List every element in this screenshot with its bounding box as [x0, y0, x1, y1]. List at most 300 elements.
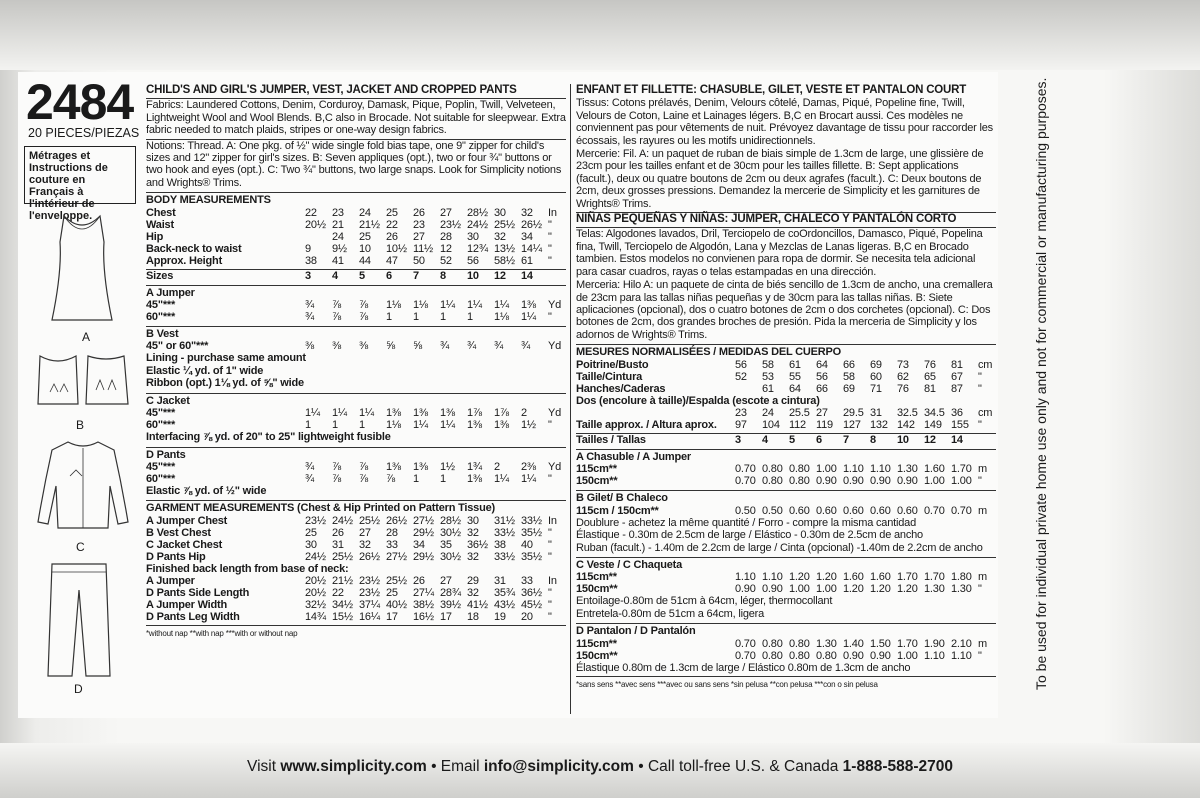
table-cell: 1.20	[789, 571, 810, 584]
table-cell: 2.10	[951, 637, 972, 650]
email-link[interactable]: info@simplicity.com	[483, 758, 634, 775]
phone-number[interactable]: 1-888-588-2700	[842, 758, 953, 775]
table-cell: 76	[924, 358, 936, 371]
unit-cell: "	[978, 649, 982, 662]
table-cell: 23½	[359, 587, 380, 600]
table-cell: 0.90	[735, 583, 756, 596]
table-cell: 35½	[521, 550, 542, 563]
table-cell: 1.60	[843, 571, 864, 584]
table-cell: 1.80	[951, 571, 972, 584]
table-cell: 29½	[413, 526, 434, 539]
unit-cell: "	[548, 230, 552, 243]
table-cell: 7	[843, 433, 849, 446]
unit-cell: "	[548, 254, 552, 267]
unit-cell: "	[548, 599, 552, 612]
table-cell: 31½	[494, 514, 515, 527]
unit-cell	[548, 270, 566, 282]
table-cell: 58	[843, 370, 855, 383]
table-cell: 8	[870, 433, 876, 446]
table-cell: 2⅜	[521, 460, 536, 473]
table-row	[146, 551, 566, 563]
row-label: Waist	[146, 218, 174, 231]
veste-yardage-title: C Veste / C Chaqueta	[576, 557, 996, 571]
table-cell: 12¾	[467, 242, 488, 255]
table-cell: ¾	[521, 340, 530, 353]
table-row	[146, 599, 566, 611]
table-cell: 14¾	[305, 611, 326, 624]
table-cell: 26	[332, 526, 344, 539]
table-row	[576, 463, 996, 475]
unit-cell: "	[548, 526, 552, 539]
table-cell: 132	[870, 418, 888, 431]
figure-label-a: A	[82, 330, 91, 344]
jacket-illustration	[34, 436, 132, 532]
usage-disclaimer: To be used for individual private home use only and not for commercial or manufacturing purposes.	[1033, 77, 1049, 690]
table-cell: 20½	[305, 587, 326, 600]
table-cell: 1¼	[305, 407, 320, 420]
table-cell: 1⅛	[494, 311, 509, 324]
table-cell: 61	[762, 382, 774, 395]
jumper-illustration	[42, 212, 122, 324]
table-cell: 24½	[332, 514, 353, 527]
table-cell: 26	[386, 230, 398, 243]
note-line: Elastic ⅞ yd. of ½" wide	[146, 484, 267, 497]
table-cell: 76	[897, 382, 909, 395]
table-cell: 27	[440, 575, 452, 588]
french-title: ENFANT ET FILLETTE: CHASUBLE, GILET, VESTE ET PANTALON COURT	[576, 84, 967, 96]
table-cell: 31	[494, 575, 506, 588]
table-cell: 64	[816, 358, 828, 371]
veste-yardage-table	[576, 571, 996, 595]
table-cell: 9½	[332, 242, 347, 255]
paper-shading-top	[0, 0, 1200, 70]
table-cell: 29	[467, 575, 479, 588]
table-cell: 1.60	[924, 463, 945, 476]
table-cell: 1.00	[816, 583, 837, 596]
row-label: 45"***	[146, 407, 176, 420]
table-cell: 3	[735, 433, 741, 446]
unit-cell: Yd	[548, 340, 562, 353]
figure-label-c: C	[76, 540, 85, 554]
unit-cell: "	[978, 475, 982, 488]
row-label: 60"***	[146, 419, 176, 432]
row-label: 45"***	[146, 460, 176, 473]
table-row	[146, 299, 566, 311]
table-cell: 14	[521, 269, 533, 282]
row-label: Taille approx. / Altura aprox.	[576, 418, 717, 431]
table-cell: 0.60	[897, 504, 918, 517]
table-cell: 1.30	[951, 583, 972, 596]
table-cell: 24	[762, 406, 774, 419]
table-cell: 21½	[359, 218, 380, 231]
table-cell: 58	[762, 358, 774, 371]
table-cell: 26½	[359, 550, 380, 563]
table-cell: 47	[386, 254, 398, 267]
table-cell: 24½	[467, 218, 488, 231]
table-cell: 26½	[386, 514, 407, 527]
table-cell: 29.5	[843, 406, 864, 419]
garment-measurements-table	[146, 515, 566, 563]
table-cell: 24	[332, 230, 344, 243]
unit-cell: cm	[978, 406, 993, 419]
table-cell: 0.60	[789, 504, 810, 517]
table-cell: ⅞	[332, 460, 341, 473]
pantalon-notes	[576, 662, 996, 674]
unit-cell: In	[548, 514, 557, 527]
table-cell: 127	[843, 418, 861, 431]
table-cell: 10	[467, 269, 479, 282]
column-divider	[570, 84, 571, 714]
veste-notes	[576, 595, 996, 620]
table-cell: 1¼	[467, 299, 482, 312]
table-cell: 12	[440, 242, 452, 255]
table-cell: ⅞	[332, 311, 341, 324]
pattern-number: 2484	[26, 74, 134, 130]
table-cell: 73	[897, 358, 909, 371]
pants-notes	[146, 485, 566, 497]
table-cell: 26½	[521, 218, 542, 231]
row-label: 115cm**	[576, 637, 617, 650]
table-cell: 0.70	[735, 463, 756, 476]
table-cell: 27½	[386, 550, 407, 563]
table-cell: 33	[386, 538, 398, 551]
jacket-yardage-table	[146, 407, 566, 431]
table-cell: 28	[386, 526, 398, 539]
note-line: Lining - purchase same amount	[146, 352, 306, 365]
jacket-yardage-title: C Jacket	[146, 393, 566, 407]
table-cell: 17	[440, 611, 452, 624]
english-footnote: *without nap **with nap ***with or without nap	[146, 629, 298, 639]
table-cell: 1⅜	[413, 460, 428, 473]
finished-length-title: Finished back length from base of neck:	[146, 562, 349, 575]
table-cell: 19	[494, 611, 506, 624]
divider	[576, 676, 996, 677]
table-cell: 36½	[467, 538, 488, 551]
website-link[interactable]: www.simplicity.com	[280, 758, 427, 775]
table-cell: 0.80	[762, 649, 783, 662]
unit-cell: Yd	[548, 407, 562, 420]
table-cell: 119	[816, 418, 833, 431]
table-cell: 1.30	[816, 637, 837, 650]
table-cell: 12	[494, 269, 506, 282]
table-cell: 43½	[494, 599, 515, 612]
table-cell: 0.80	[789, 649, 810, 662]
footer-contact	[0, 758, 1200, 776]
row-label: D Pants Hip	[146, 550, 206, 563]
table-cell: 32	[467, 526, 479, 539]
table-cell: 1⅛	[386, 299, 401, 312]
table-cell: 81	[951, 358, 963, 371]
unit-cell: "	[548, 538, 552, 551]
merceria-text: Merceria: Hilo A: un paquete de cinta de biés sencillo de 1.3cm de ancho, una cremallera de 23cm para las tallas niñas pequeñas y de 30cm para las tallas niñas. B: Siete aplicaciones (opcional), dos o cuatro botones de 2cm o dos corchetes (opcional). C: Dos botones de 2cm, dos grandes broches de presión. Pida la merceria de Simplicity y los adornos de Wrights® Trims.	[576, 279, 993, 341]
table-cell: 36	[951, 406, 963, 419]
jacket-notes	[146, 431, 566, 443]
table-cell: 14¼	[521, 242, 542, 255]
table-cell: 1.10	[843, 463, 864, 476]
table-cell: 5	[789, 433, 795, 446]
chasuble-yardage-title: A Chasuble / A Jumper	[576, 449, 996, 463]
table-cell: ⅜	[359, 340, 368, 353]
table-cell: 1.30	[924, 583, 945, 596]
dos-table	[576, 407, 996, 419]
table-cell: 0.80	[789, 637, 810, 650]
table-cell: 1⅜	[467, 419, 482, 432]
table-cell: 1¼	[494, 299, 509, 312]
pants-yardage-table	[146, 461, 566, 485]
table-cell: 27	[816, 406, 828, 419]
table-cell: 1.90	[924, 637, 945, 650]
table-cell: 28	[440, 230, 452, 243]
table-cell: 41½	[467, 599, 488, 612]
row-label: A Jumper Chest	[146, 514, 228, 527]
unit-cell: Yd	[548, 299, 562, 312]
table-cell: 1¼	[440, 299, 455, 312]
table-cell: ⅞	[359, 460, 368, 473]
row-label: Hip	[146, 230, 164, 243]
row-label: 115cm / 150cm**	[576, 504, 659, 517]
table-cell: 26	[413, 575, 425, 588]
table-cell: 20½	[305, 218, 326, 231]
table-cell: 0.70	[735, 649, 756, 662]
row-label: B Vest Chest	[146, 526, 211, 539]
table-cell: 41	[332, 254, 344, 267]
table-cell: 8	[440, 269, 446, 282]
row-label: Approx. Height	[146, 254, 223, 267]
table-cell: 44	[359, 254, 371, 267]
table-cell: 1.70	[924, 571, 945, 584]
gilet-yardage-title: B Gilet/ B Chaleco	[576, 490, 996, 504]
table-cell: 6	[386, 269, 392, 282]
table-cell: 142	[897, 418, 915, 431]
table-cell: 149	[924, 418, 942, 431]
table-cell: 2	[521, 407, 527, 420]
table-cell: 1¼	[494, 472, 509, 485]
figure-label-d: D	[74, 682, 83, 696]
table-cell: 1.10	[735, 571, 756, 584]
table-cell: 1⅜	[494, 419, 509, 432]
table-cell: 3	[305, 269, 311, 282]
table-cell: 21	[332, 218, 344, 231]
unit-cell: Yd	[548, 460, 562, 473]
telas-text: Telas: Algodones lavados, Dril, Terciopelo de coOrdoncillos, Damasco, Piqué, Popelina fina, Twill, Terciopelo de Algodón, Lana y Mezclas de Lanas ligeras. B,C en Brocado tambien. Estos modelos no convienen para ropa de dormir. Se necesita tela adicional para casar cuadros, rayas o telas estampadas en una dirección.	[576, 228, 983, 278]
row-label: Tailles / Tallas	[576, 433, 646, 446]
table-cell: 30	[494, 206, 506, 219]
table-cell: 64	[789, 382, 801, 395]
table-row	[146, 219, 566, 231]
table-cell: 1⅜	[467, 472, 482, 485]
table-cell: ⅝	[386, 340, 395, 353]
body-measurements-title: BODY MEASUREMENTS	[146, 192, 566, 206]
unit-cell: "	[978, 370, 982, 383]
table-cell: 56	[816, 370, 828, 383]
notions-text: Notions: Thread. A: One pkg. of ½" wide single fold bias tape, one 9" zipper for child's sizes and 12" zipper for girl's sizes. B: Seven appliques (opt.), two or four ¾" buttons or two hook and eyes (opt.). C: Two ¾" buttons, two large snaps. Look for Simplicity notions and Wrights® Trims.	[146, 139, 562, 189]
table-cell: 22	[386, 218, 398, 231]
table-cell: 56	[735, 358, 747, 371]
table-cell: 32	[467, 550, 479, 563]
table-cell: 33½	[494, 550, 515, 563]
table-cell: 32	[359, 538, 371, 551]
row-label: Sizes	[146, 269, 174, 282]
table-row	[146, 527, 566, 539]
note-line: Ribbon (opt.) 1⅛ yd. of ⅝" wide	[146, 377, 304, 390]
table-cell: 4	[762, 433, 768, 446]
table-cell: 18	[467, 611, 479, 624]
table-row	[146, 539, 566, 551]
pantalon-yardage-table	[576, 638, 996, 662]
row-label: 150cm**	[576, 649, 618, 662]
metric-footnote: *sans sens **avec sens ***avec ou sans sens *sin pelusa **con pelusa ***con o sin pelusa	[576, 680, 878, 689]
unit-cell: "	[548, 242, 552, 255]
table-cell: 1.70	[951, 463, 972, 476]
table-row	[146, 611, 566, 623]
table-row	[576, 650, 996, 662]
table-cell: ¾	[305, 460, 314, 473]
table-cell: 0.60	[870, 504, 891, 517]
table-cell: 0.60	[816, 504, 837, 517]
dos-label: Dos (encolure à taille)/Espalda (escote a cintura)	[576, 394, 820, 407]
table-cell: 0.80	[762, 637, 783, 650]
table-row	[576, 505, 996, 517]
french-spanish-column	[576, 84, 996, 691]
note-line: Élastique 0.80m de 1.3cm de large / Elástico 0.80m de 1.3cm de ancho	[576, 661, 911, 674]
table-cell: 53	[762, 370, 774, 383]
table-cell: 87	[951, 382, 963, 395]
row-label	[576, 407, 735, 419]
table-cell: ⅞	[332, 299, 341, 312]
table-cell: 1¼	[413, 419, 428, 432]
note-line: Ruban (facult.) - 1.40m de 2.2cm de large / Cinta (opcional) -1.40m de 2.2cm de ancho	[576, 541, 983, 554]
row-label: D Pants Leg Width	[146, 611, 240, 624]
table-cell: 0.90	[870, 649, 891, 662]
footer-email-text: • Email	[426, 758, 484, 775]
row-label: 45"***	[146, 299, 176, 312]
table-cell: 0.90	[762, 583, 783, 596]
table-cell: ¾	[305, 472, 314, 485]
table-cell: ⅝	[413, 340, 422, 353]
table-cell: 1.00	[897, 649, 918, 662]
table-cell: 1¼	[359, 407, 374, 420]
unit-cell: m	[978, 504, 987, 517]
table-cell: 25½	[494, 218, 515, 231]
table-cell: ⅜	[305, 340, 314, 353]
height-table	[576, 419, 996, 431]
table-row	[146, 407, 566, 419]
table-cell: 1	[359, 419, 365, 432]
table-cell: ¾	[305, 299, 314, 312]
height-row	[576, 419, 996, 431]
table-cell: 0.60	[843, 504, 864, 517]
table-cell: 45½	[521, 599, 542, 612]
metric-sizes-table	[576, 434, 996, 446]
table-cell: 50	[413, 254, 425, 267]
table-cell: 61	[789, 358, 801, 371]
table-row	[576, 571, 996, 583]
table-cell: 1⅜	[521, 299, 536, 312]
table-cell: 0.80	[762, 463, 783, 476]
table-cell: 0.90	[897, 475, 918, 488]
table-cell: 0.50	[762, 504, 783, 517]
table-cell: 58½	[494, 254, 515, 267]
table-cell: 4	[332, 269, 338, 282]
row-label: 45" or 60"***	[146, 340, 209, 353]
table-cell: 1.30	[897, 463, 918, 476]
table-cell: 1.70	[897, 637, 918, 650]
row-label: Chest	[146, 206, 176, 219]
table-cell: 1⅜	[386, 407, 401, 420]
table-cell: ¾	[305, 311, 314, 324]
table-cell: 2	[494, 460, 500, 473]
table-cell: 1¼	[521, 472, 536, 485]
table-cell: 5	[359, 269, 365, 282]
table-cell: ⅞	[359, 311, 368, 324]
table-cell: 1.10	[870, 463, 891, 476]
table-cell: 32	[467, 587, 479, 600]
table-cell: ⅞	[359, 472, 368, 485]
table-cell: 20	[521, 611, 533, 624]
unit-cell: "	[978, 583, 982, 596]
table-cell: 1⅜	[386, 460, 401, 473]
table-cell: ⅜	[332, 340, 341, 353]
unit-cell: m	[978, 463, 987, 476]
pants-illustration	[44, 560, 114, 680]
table-row	[146, 340, 566, 352]
divider	[146, 625, 566, 626]
table-cell: 52	[735, 370, 747, 383]
table-cell: 97	[735, 418, 747, 431]
table-cell: 25	[359, 230, 371, 243]
table-cell: 0.70	[735, 637, 756, 650]
unit-cell: "	[978, 382, 982, 395]
table-row	[146, 311, 566, 323]
table-cell: 1.40	[843, 637, 864, 650]
metric-measurements-table	[576, 359, 996, 395]
table-row	[576, 359, 996, 371]
table-cell: 62	[897, 370, 909, 383]
unit-cell: In	[548, 206, 557, 219]
table-cell: 25	[386, 206, 398, 219]
table-cell: 1	[332, 419, 338, 432]
table-cell: 30½	[440, 550, 461, 563]
table-cell: 1⅞	[494, 407, 509, 420]
note-line: Doublure - achetez la même quantité / Forro - compre la misma cantidad	[576, 516, 916, 529]
note-line: Elastic ¼ yd. of 1" wide	[146, 364, 264, 377]
table-cell: 1⅛	[413, 299, 428, 312]
table-cell: 1	[413, 311, 419, 324]
table-cell: 0.90	[870, 475, 891, 488]
table-row	[576, 583, 996, 595]
table-cell: 6	[816, 433, 822, 446]
english-title: CHILD'S AND GIRL'S JUMPER, VEST, JACKET AND CROPPED PANTS	[146, 84, 517, 96]
table-cell: 30	[305, 538, 317, 551]
footer-visit-text: Visit	[247, 758, 281, 775]
fabrics-text: Fabrics: Laundered Cottons, Denim, Corduroy, Damask, Pique, Poplin, Twill, Velveteen, Lightweight Wool and Wool Blends. B,C also in Brocade. Not suitable for sleepwear. Extra fabric needed to match plaids, stripes or one-way design fabrics.	[146, 99, 566, 137]
table-cell: 61	[521, 254, 533, 267]
table-cell: 65	[924, 370, 936, 383]
table-cell: 25.5	[789, 406, 810, 419]
table-row	[146, 575, 566, 587]
table-cell: 40½	[386, 599, 407, 612]
table-row	[576, 638, 996, 650]
garment-measurements-title: GARMENT MEASUREMENTS (Chest & Hip Printed on Pattern Tissue)	[146, 500, 566, 514]
mercerie-text: Mercerie: Fil. A: un paquet de ruban de biais simple de 1.3cm de large, une glissière de 23cm pour les tailles enfant et de 30cm pour les tailles fillette. B: Sept applications (facult.), deux ou quatre boutons de 2cm ou deux agrafes (facult.). C: Deux boutons de 2cm, deux grosses pressions. Demandez la mercerie de Simplicity et les garnitures de Wrights® Trims.	[576, 148, 984, 210]
table-cell: 14	[951, 433, 963, 446]
table-cell: 22	[332, 587, 344, 600]
table-cell: 81	[924, 382, 936, 395]
row-label: 150cm**	[576, 475, 618, 488]
table-cell: 104	[762, 418, 780, 431]
table-cell: 112	[789, 418, 806, 431]
row-label: 60"***	[146, 472, 176, 485]
